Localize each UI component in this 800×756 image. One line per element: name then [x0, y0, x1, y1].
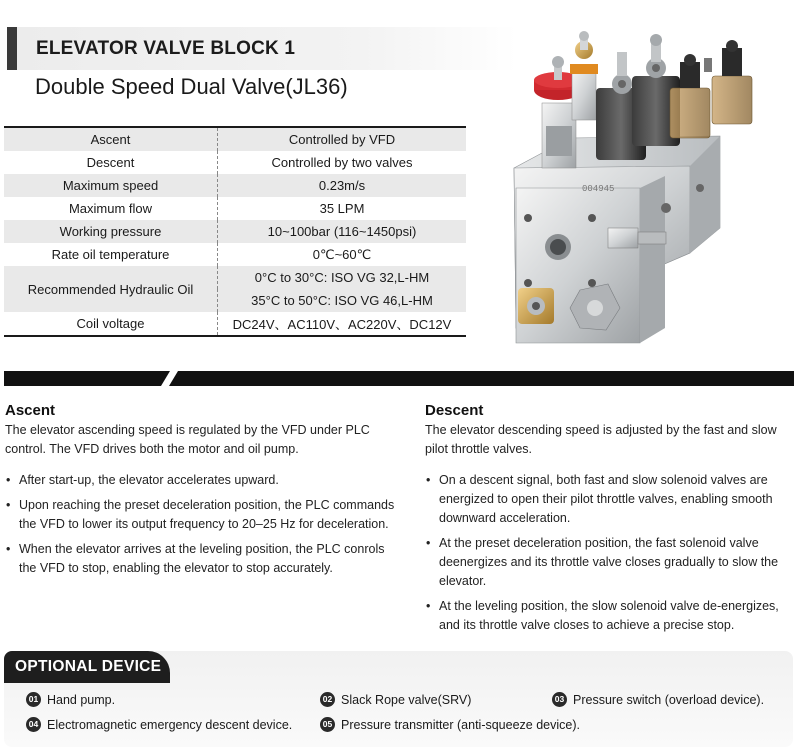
list-item: • At the preset deceleration position, the fast solenoid valve deenergizes and its throttle valve closes gradually to slow the elevator.: [425, 534, 795, 591]
spec-row: [4, 312, 466, 336]
spec-label: Descent: [4, 151, 218, 174]
spec-table: [4, 126, 466, 337]
spec-row: [4, 174, 466, 197]
optional-item: [26, 717, 292, 732]
spec-label: Recommended Hydraulic Oil: [4, 266, 218, 312]
list-item: • Upon reaching the preset deceleration position, the PLC commands the VFD to lower its output frequency to 20–25 Hz for deceleration.: [5, 496, 399, 534]
spec-label: Working pressure: [4, 220, 218, 243]
descent-heading: Descent: [425, 402, 484, 419]
optional-item-label: Electromagnetic emergency descent device.: [47, 717, 293, 732]
optional-item: [320, 692, 471, 707]
optional-item: [26, 692, 115, 707]
spec-label: Maximum flow: [4, 197, 218, 220]
spec-value: DC24V、AC110V、AC220V、DC12V: [232, 317, 452, 332]
optional-item: [320, 717, 580, 732]
spec-value: Controlled by two valves: [271, 155, 413, 170]
descent-list: [425, 471, 795, 635]
number-badge-icon: 03: [552, 692, 567, 707]
optional-item-label: Slack Rope valve(SRV): [341, 692, 472, 707]
optional-item-label: Hand pump.: [47, 692, 116, 707]
spec-row: [4, 220, 466, 243]
spec-label: Coil voltage: [4, 312, 218, 336]
descent-section: [425, 401, 795, 641]
page-subtitle: Double Speed Dual Valve(JL36): [35, 74, 348, 99]
optional-item: [552, 692, 764, 707]
spec-row: [4, 266, 466, 289]
header-accent-bar: [7, 27, 17, 70]
optional-item-label: Pressure transmitter (anti-squeeze device).: [341, 717, 580, 732]
spec-label: Rate oil temperature: [4, 243, 218, 266]
ascent-heading: Ascent: [5, 402, 56, 419]
spec-row: [4, 197, 466, 220]
descent-intro: The elevator descending speed is adjusted by the fast and slow pilot throttle valves.: [425, 423, 777, 456]
spec-value: 10~100bar (116~1450psi): [218, 220, 467, 243]
ascent-section: [5, 401, 399, 584]
list-item: • After start-up, the elevator accelerates upward.: [5, 471, 399, 490]
spec-value: 35 LPM: [319, 201, 365, 216]
page-title: ELEVATOR VALVE BLOCK 1: [36, 38, 296, 59]
number-badge-icon: 01: [26, 692, 41, 707]
spec-row: [4, 127, 466, 151]
valve-block-illustration: [500, 28, 800, 348]
section-divider: [4, 371, 794, 386]
spec-value: 0℃~60℃: [312, 246, 372, 262]
number-badge-icon: 04: [26, 717, 41, 732]
ascent-list: [5, 471, 399, 578]
spec-label: Ascent: [4, 127, 218, 151]
spec-value: 0°C to 30°C: ISO VG 32,L-HM: [218, 266, 467, 289]
spec-row: [4, 151, 466, 174]
number-badge-icon: 05: [320, 717, 335, 732]
list-item: • On a descent signal, both fast and slow solenoid valves are energized to open their pilot throttle valves, enabling smooth downward acceleration.: [425, 471, 795, 528]
ascent-intro: The elevator ascending speed is regulated by the VFD under PLC control. The VFD drives both the motor and oil pump.: [5, 423, 370, 456]
list-item: • When the elevator arrives at the leveling position, the PLC conrols the VFD to stop, enabling the elevator to stop accurately.: [5, 540, 399, 578]
optional-device-title: OPTIONAL DEVICE: [15, 658, 162, 675]
spec-label: Maximum speed: [4, 174, 218, 197]
spec-value: Controlled by VFD: [218, 127, 467, 151]
serial-mark: 004945: [582, 184, 615, 194]
list-item: • At the leveling position, the slow solenoid valve de-energizes, and its throttle valve closes to achieve a precise stop.: [425, 597, 795, 635]
spec-value: 0.23m/s: [218, 174, 467, 197]
spec-value: 35°C to 50°C: ISO VG 46,L-HM: [218, 289, 467, 312]
number-badge-icon: 02: [320, 692, 335, 707]
optional-item-label: Pressure switch (overload device).: [573, 692, 765, 707]
spec-row: [4, 243, 466, 266]
